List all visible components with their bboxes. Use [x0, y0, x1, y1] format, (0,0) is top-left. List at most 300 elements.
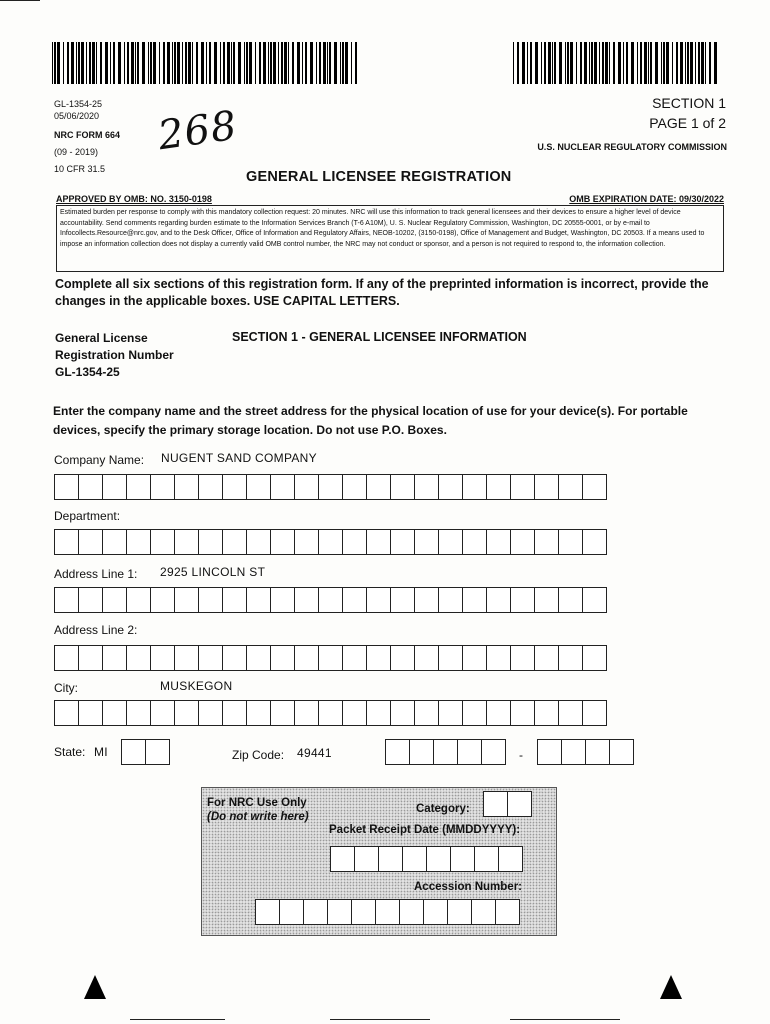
department-input[interactable] — [54, 529, 606, 555]
character-box[interactable] — [198, 529, 223, 555]
character-box[interactable] — [447, 899, 472, 925]
character-box[interactable] — [534, 587, 559, 613]
character-box[interactable] — [433, 739, 458, 765]
accession-number-input[interactable] — [255, 899, 519, 925]
barcode-bar — [148, 42, 149, 84]
character-box[interactable] — [414, 587, 439, 613]
character-box[interactable] — [294, 587, 319, 613]
character-box[interactable] — [78, 587, 103, 613]
footer-rule-right — [510, 1019, 620, 1020]
barcode-bar — [527, 42, 528, 84]
character-box[interactable] — [462, 645, 487, 671]
character-box[interactable] — [582, 700, 607, 726]
registration-number: GL-1354-25 — [55, 365, 120, 379]
footer-rule-left — [130, 1019, 225, 1020]
barcode-bar — [334, 42, 337, 84]
zip-code-label: Zip Code: — [232, 748, 285, 762]
barcode-bar — [206, 42, 207, 84]
character-box[interactable] — [342, 587, 367, 613]
registration-triangle-right — [660, 975, 682, 999]
character-box[interactable] — [510, 700, 535, 726]
registration-triangle-left — [84, 975, 106, 999]
character-box[interactable] — [342, 529, 367, 555]
character-box[interactable] — [198, 700, 223, 726]
barcode-bar — [644, 42, 647, 84]
barcode-bar — [177, 42, 180, 84]
barcode-bar — [559, 42, 562, 84]
barcode-bar — [535, 42, 538, 84]
character-box[interactable] — [366, 529, 391, 555]
barcode-bar — [127, 42, 129, 84]
character-box[interactable] — [486, 474, 511, 500]
barcode-bar — [263, 42, 266, 84]
registration-label — [55, 330, 174, 381]
character-box[interactable] — [174, 474, 199, 500]
character-box[interactable] — [222, 474, 247, 500]
character-box[interactable] — [471, 899, 496, 925]
address-line1-input[interactable] — [54, 587, 606, 613]
barcode-bar — [626, 42, 628, 84]
character-box[interactable] — [54, 645, 79, 671]
barcode-bar — [676, 42, 678, 84]
barcode-bar — [124, 42, 125, 84]
character-box[interactable] — [537, 739, 562, 765]
barcode-bar — [86, 42, 87, 84]
barcode-bar — [92, 42, 95, 84]
state-value: MI — [94, 745, 108, 759]
section-title: SECTION 1 - GENERAL LICENSEE INFORMATION — [232, 330, 527, 344]
accession-number-label: Accession Number: — [414, 881, 523, 893]
character-box[interactable] — [354, 846, 379, 872]
character-box[interactable] — [174, 700, 199, 726]
character-box[interactable] — [198, 474, 223, 500]
barcode-bar — [268, 42, 269, 84]
character-box[interactable] — [585, 739, 610, 765]
character-box[interactable] — [54, 474, 79, 500]
address-line1-label: Address Line 1: — [54, 567, 138, 581]
character-box[interactable] — [150, 645, 175, 671]
packet-receipt-date-input[interactable] — [330, 846, 522, 872]
city-input[interactable] — [54, 700, 606, 726]
character-box[interactable] — [102, 645, 127, 671]
address-line1-value: 2925 LINCOLN ST — [160, 565, 266, 579]
character-box[interactable] — [462, 587, 487, 613]
barcode-bar — [67, 42, 69, 84]
character-box[interactable] — [414, 529, 439, 555]
barcode-bar — [163, 42, 165, 84]
character-box[interactable] — [438, 700, 463, 726]
page-number: PAGE 1 of 2 — [649, 115, 726, 131]
character-box[interactable] — [54, 529, 79, 555]
character-box[interactable] — [78, 700, 103, 726]
character-box[interactable] — [438, 474, 463, 500]
character-box[interactable] — [126, 474, 151, 500]
character-box[interactable] — [270, 700, 295, 726]
character-box[interactable] — [486, 645, 511, 671]
barcode-bar — [196, 42, 198, 84]
barcode-bar — [351, 42, 352, 84]
character-box[interactable] — [126, 645, 151, 671]
character-box[interactable] — [222, 700, 247, 726]
character-box[interactable] — [378, 846, 403, 872]
character-box[interactable] — [246, 700, 271, 726]
barcode-bar — [690, 42, 693, 84]
barcode-bar — [554, 42, 556, 84]
zip-code-input[interactable] — [385, 739, 505, 765]
character-box[interactable] — [78, 529, 103, 555]
barcode-bar — [327, 42, 328, 84]
barcode-bar — [522, 42, 525, 84]
character-box[interactable] — [558, 700, 583, 726]
character-box[interactable] — [423, 899, 448, 925]
character-box[interactable] — [279, 899, 304, 925]
character-box[interactable] — [462, 474, 487, 500]
character-box[interactable] — [534, 474, 559, 500]
character-box[interactable] — [390, 587, 415, 613]
barcode-bar — [530, 42, 532, 84]
barcode-bar — [131, 42, 134, 84]
barcode-bar — [188, 42, 191, 84]
barcode-bar — [594, 42, 597, 84]
barcode-bar — [640, 42, 642, 84]
barcode-bar — [81, 42, 84, 84]
character-box[interactable] — [438, 529, 463, 555]
barcode-bar — [135, 42, 136, 84]
barcode-bar — [580, 42, 582, 84]
character-box[interactable] — [481, 739, 506, 765]
character-box[interactable] — [399, 899, 424, 925]
character-box[interactable] — [390, 645, 415, 671]
character-box[interactable] — [294, 529, 319, 555]
barcode-bar — [110, 42, 111, 84]
barcode-bar — [552, 42, 553, 84]
character-box[interactable] — [558, 474, 583, 500]
category-input[interactable] — [483, 791, 531, 817]
character-box[interactable] — [609, 739, 634, 765]
barcode-bar — [76, 42, 77, 84]
character-box[interactable] — [495, 899, 520, 925]
character-box[interactable] — [270, 474, 295, 500]
barcode-bar — [609, 42, 610, 84]
barcode-bar — [71, 42, 74, 84]
character-box[interactable] — [270, 529, 295, 555]
barcode-bar — [182, 42, 183, 84]
registration-label-line1: General License — [55, 331, 148, 345]
barcode-bar — [618, 42, 621, 84]
barcode-bar — [142, 42, 145, 84]
character-box[interactable] — [246, 587, 271, 613]
character-box[interactable] — [558, 587, 583, 613]
barcode-bar — [150, 42, 152, 84]
character-box[interactable] — [486, 700, 511, 726]
character-box[interactable] — [150, 587, 175, 613]
barcode-bar — [698, 42, 700, 84]
scan-edge-mark — [0, 0, 40, 1]
character-box[interactable] — [198, 587, 223, 613]
barcode-bar — [591, 42, 593, 84]
character-box[interactable] — [366, 474, 391, 500]
character-box[interactable] — [174, 645, 199, 671]
character-box[interactable] — [327, 899, 352, 925]
character-box[interactable] — [102, 529, 127, 555]
company-name-input[interactable] — [54, 474, 606, 500]
character-box[interactable] — [414, 700, 439, 726]
barcode-bar — [672, 42, 673, 84]
character-box[interactable] — [507, 791, 532, 817]
character-box[interactable] — [78, 645, 103, 671]
omb-expiration: OMB EXPIRATION DATE: 09/30/2022 — [569, 194, 724, 204]
barcode-bar — [223, 42, 225, 84]
character-box[interactable] — [174, 587, 199, 613]
city-value: MUSKEGON — [160, 679, 233, 693]
character-box[interactable] — [150, 474, 175, 500]
character-box[interactable] — [126, 529, 151, 555]
character-box[interactable] — [409, 739, 434, 765]
omb-approval: APPROVED BY OMB: NO. 3150-0198 — [56, 194, 212, 204]
barcode-bar — [259, 42, 261, 84]
barcode-bar — [270, 42, 272, 84]
barcode-bar — [565, 42, 566, 84]
barcode-bar — [584, 42, 587, 84]
character-box[interactable] — [366, 645, 391, 671]
character-box[interactable] — [174, 529, 199, 555]
barcode-bar — [174, 42, 176, 84]
barcode-bar — [705, 42, 706, 84]
barcode-bar — [302, 42, 303, 84]
barcode-bar — [310, 42, 313, 84]
character-box[interactable] — [366, 700, 391, 726]
barcode-bar — [214, 42, 217, 84]
character-box[interactable] — [462, 700, 487, 726]
barcode-bar — [281, 42, 283, 84]
character-box[interactable] — [121, 739, 146, 765]
barcode-bar — [52, 42, 53, 84]
barcode-bar — [666, 42, 669, 84]
character-box[interactable] — [318, 645, 343, 671]
packet-receipt-date-label: Packet Receipt Date (MMDDYYYY): — [329, 824, 521, 836]
zip-extension-input[interactable] — [537, 739, 633, 765]
barcode-bar — [137, 42, 139, 84]
form-title: GENERAL LICENSEE REGISTRATION — [246, 169, 512, 185]
character-box[interactable] — [351, 899, 376, 925]
character-box[interactable] — [510, 474, 535, 500]
character-box[interactable] — [246, 645, 271, 671]
city-label: City: — [54, 681, 78, 695]
character-box[interactable] — [510, 587, 535, 613]
state-label: State: — [54, 745, 86, 759]
barcode-bar — [288, 42, 289, 84]
company-name-label: Company Name: — [54, 453, 145, 467]
character-box[interactable] — [342, 700, 367, 726]
character-box[interactable] — [414, 474, 439, 500]
barcode-bar — [517, 42, 519, 84]
barcode-bar — [548, 42, 551, 84]
character-box[interactable] — [582, 645, 607, 671]
character-box[interactable] — [510, 645, 535, 671]
barcode-bar — [238, 42, 241, 84]
barcode-bar — [118, 42, 121, 84]
character-box[interactable] — [54, 700, 79, 726]
character-box[interactable] — [438, 645, 463, 671]
nrc-use-only-label: For NRC Use Only — [207, 797, 307, 809]
barcode-bar — [113, 42, 115, 84]
barcode-bar — [513, 42, 514, 84]
character-box[interactable] — [486, 587, 511, 613]
barcode-bar — [57, 42, 60, 84]
character-box[interactable] — [342, 474, 367, 500]
character-box[interactable] — [498, 846, 523, 872]
character-box[interactable] — [318, 474, 343, 500]
character-box[interactable] — [222, 587, 247, 613]
character-box[interactable] — [450, 846, 475, 872]
character-box[interactable] — [462, 529, 487, 555]
department-label: Department: — [54, 509, 121, 523]
barcode-bar — [78, 42, 80, 84]
character-box[interactable] — [402, 846, 427, 872]
character-box[interactable] — [438, 587, 463, 613]
character-box[interactable] — [222, 529, 247, 555]
footer-rule-center — [330, 1019, 430, 1020]
barcode-bar — [576, 42, 577, 84]
character-box[interactable] — [78, 474, 103, 500]
character-box[interactable] — [330, 846, 355, 872]
barcode-bar — [714, 42, 717, 84]
barcode-bar — [249, 42, 252, 84]
zip-code-value: 49441 — [297, 746, 332, 760]
character-box[interactable] — [426, 846, 451, 872]
barcode-bar — [209, 42, 211, 84]
state-input[interactable] — [121, 739, 169, 765]
barcode-bar — [340, 42, 341, 84]
barcode-bar — [185, 42, 187, 84]
character-box[interactable] — [255, 899, 280, 925]
barcode-bar — [278, 42, 279, 84]
character-box[interactable] — [102, 700, 127, 726]
character-box[interactable] — [390, 700, 415, 726]
character-box[interactable] — [582, 587, 607, 613]
character-box[interactable] — [294, 474, 319, 500]
character-box[interactable] — [366, 587, 391, 613]
character-box[interactable] — [558, 645, 583, 671]
character-box[interactable] — [294, 700, 319, 726]
character-box[interactable] — [375, 899, 400, 925]
address-line2-input[interactable] — [54, 645, 606, 671]
doc-id: GL-1354-25 — [54, 99, 103, 109]
character-box[interactable] — [534, 700, 559, 726]
character-box[interactable] — [294, 645, 319, 671]
character-box[interactable] — [486, 529, 511, 555]
nrc-use-only-box — [201, 787, 557, 936]
barcode-bar — [680, 42, 683, 84]
barcode-left — [52, 42, 359, 84]
barcode-bar — [172, 42, 173, 84]
barcode-bar — [655, 42, 658, 84]
barcode-bar — [695, 42, 696, 84]
character-box[interactable] — [198, 645, 223, 671]
category-label: Category: — [416, 803, 470, 815]
character-box[interactable] — [318, 700, 343, 726]
character-box[interactable] — [561, 739, 586, 765]
barcode-bar — [167, 42, 170, 84]
character-box[interactable] — [270, 587, 295, 613]
character-box[interactable] — [534, 645, 559, 671]
character-box[interactable] — [150, 700, 175, 726]
character-box[interactable] — [342, 645, 367, 671]
character-box[interactable] — [582, 474, 607, 500]
character-box[interactable] — [126, 587, 151, 613]
barcode-right — [513, 42, 719, 84]
barcode-bar — [709, 42, 711, 84]
company-name-value: NUGENT SAND COMPANY — [161, 451, 317, 465]
character-box[interactable] — [246, 474, 271, 500]
character-box[interactable] — [246, 529, 271, 555]
barcode-bar — [599, 42, 600, 84]
character-box[interactable] — [102, 587, 127, 613]
character-box[interactable] — [582, 529, 607, 555]
barcode-bar — [613, 42, 615, 84]
barcode-bar — [319, 42, 321, 84]
barcode-bar — [650, 42, 652, 84]
barcode-bar — [661, 42, 662, 84]
barcode-bar — [648, 42, 649, 84]
handwritten-mark: 268 — [155, 102, 241, 160]
character-box[interactable] — [222, 645, 247, 671]
character-box[interactable] — [534, 529, 559, 555]
character-box[interactable] — [558, 529, 583, 555]
character-box[interactable] — [318, 587, 343, 613]
character-box[interactable] — [54, 587, 79, 613]
character-box[interactable] — [145, 739, 170, 765]
barcode-bar — [305, 42, 307, 84]
character-box[interactable] — [318, 529, 343, 555]
barcode-bar — [255, 42, 256, 84]
barcode-bar — [220, 42, 221, 84]
barcode-bar — [541, 42, 542, 84]
character-box[interactable] — [150, 529, 175, 555]
character-box[interactable] — [102, 474, 127, 500]
burden-statement: Estimated burden per response to comply with this mandatory collection request: 20 minutes. NRC will use this information to track general licensees and their devices to ensure a higher level of device accountability. Send comments regarding burden estimate to the Information Services Branch (T-6 A10M), U. S. Nuclear Regulatory Commission, Washington, DC 20555-0001, or by e-mail to Infocollects.Resource@nrc.gov, and to the Desk Officer, Office of Information and Regulatory Affairs, NEOB-10202, (3150-0198), Office of Management and Budget, Washington, DC 20503. If a means used to impose an information collection does not display a currently valid OMB control number, the NRC may not conduct or sponsor, and a person is not required to respond to, the information collection. — [56, 205, 724, 272]
barcode-bar — [89, 42, 91, 84]
character-box[interactable] — [126, 700, 151, 726]
character-box[interactable] — [390, 474, 415, 500]
barcode-bar — [227, 42, 230, 84]
character-box[interactable] — [414, 645, 439, 671]
character-box[interactable] — [457, 739, 482, 765]
barcode-bar — [701, 42, 704, 84]
character-box[interactable] — [474, 846, 499, 872]
character-box[interactable] — [483, 791, 508, 817]
character-box[interactable] — [303, 899, 328, 925]
character-box[interactable] — [385, 739, 410, 765]
barcode-bar — [273, 42, 276, 84]
barcode-bar — [329, 42, 331, 84]
barcode-bar — [663, 42, 665, 84]
barcode-bar — [244, 42, 245, 84]
barcode-bar — [589, 42, 590, 84]
barcode-bar — [192, 42, 193, 84]
character-box[interactable] — [510, 529, 535, 555]
barcode-bar — [231, 42, 232, 84]
character-box[interactable] — [390, 529, 415, 555]
barcode-bar — [105, 42, 108, 84]
barcode-bar — [637, 42, 638, 84]
barcode-bar — [316, 42, 317, 84]
section-number: SECTION 1 — [652, 95, 726, 111]
barcode-bar — [246, 42, 248, 84]
character-box[interactable] — [270, 645, 295, 671]
barcode-bar — [297, 42, 300, 84]
barcode-bar — [631, 42, 634, 84]
